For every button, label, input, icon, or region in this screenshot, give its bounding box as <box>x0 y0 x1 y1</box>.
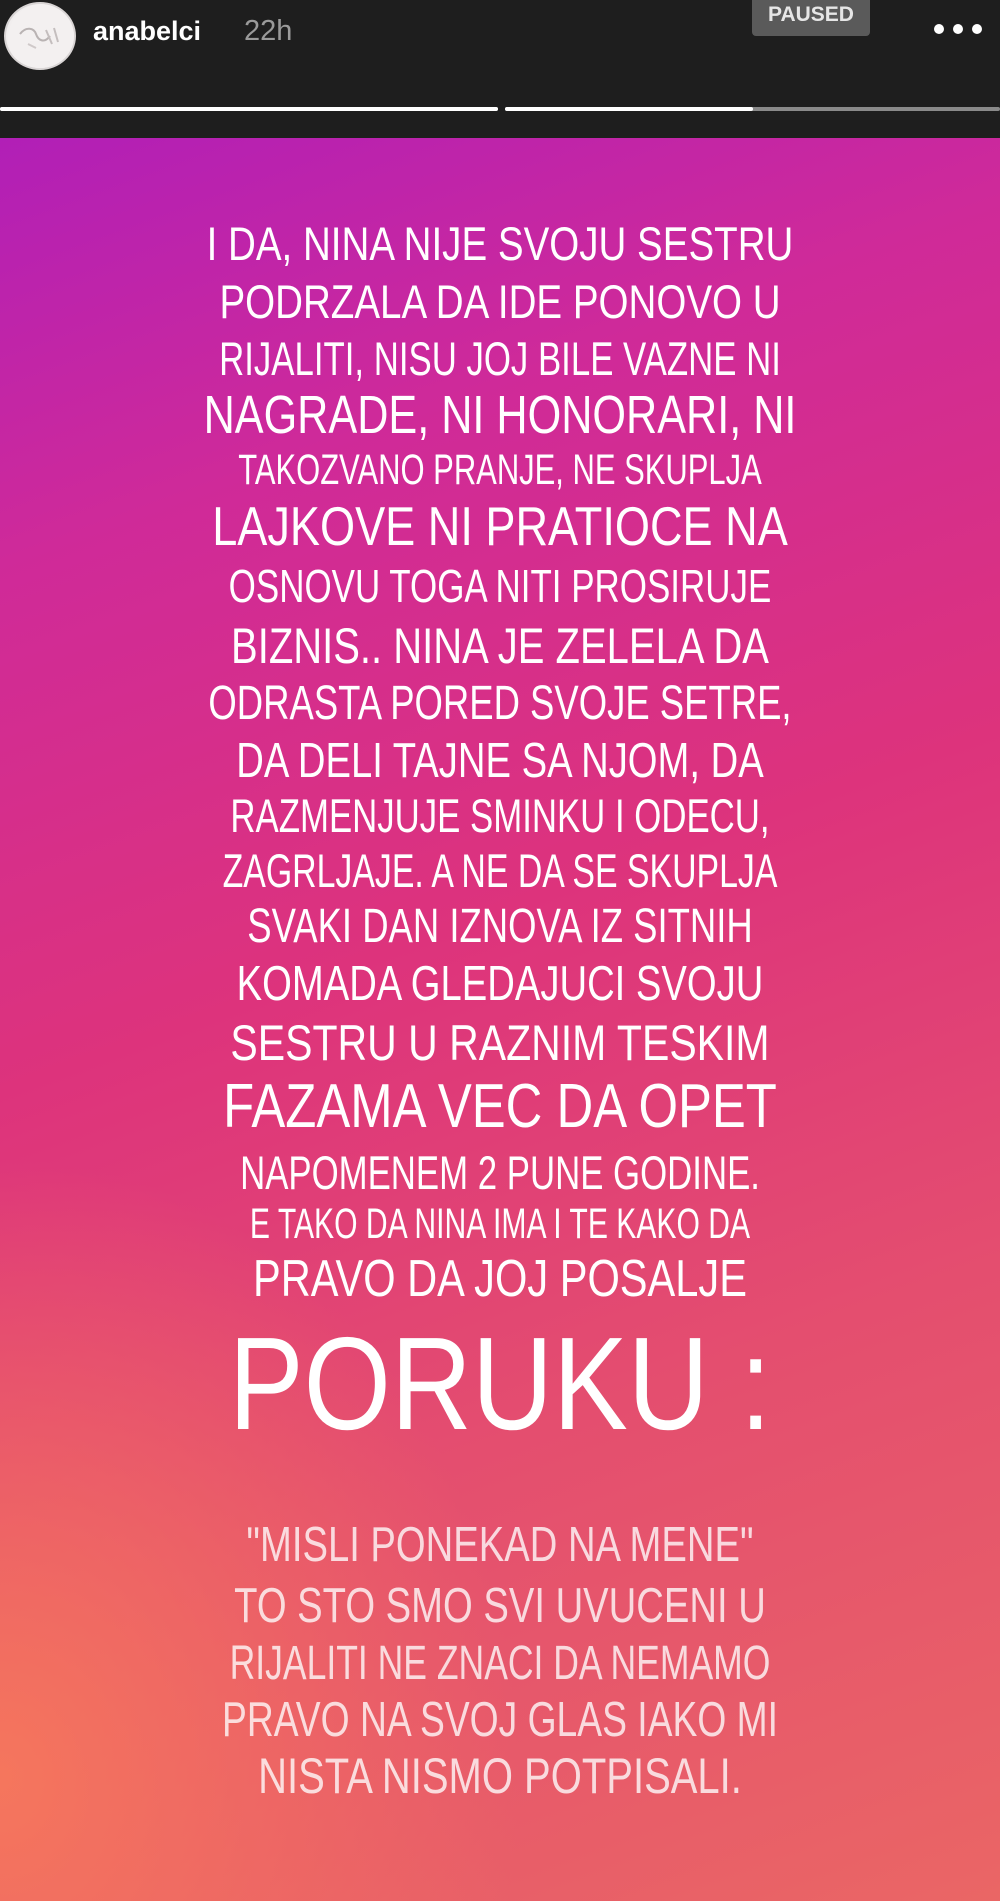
story-text-line: LAJKOVE NI PRATIOCE NA <box>212 495 788 557</box>
story-progress-fill-1 <box>0 107 498 111</box>
story-text-line: RIJALITI, NISU JOJ BILE VAZNE NI <box>219 332 781 385</box>
story-header <box>0 0 1000 138</box>
story-text-line: NAGRADE, NI HONORARI, NI <box>203 385 797 445</box>
story-progress-segment-2 <box>505 107 1000 111</box>
story-text-line: RAZMENJUJE SMINKU I ODECU, <box>230 789 770 842</box>
story-text-line: "MISLI PONEKAD NA MENE" <box>246 1518 754 1572</box>
paused-badge: PAUSED <box>752 0 870 36</box>
ellipsis-icon <box>934 24 944 34</box>
story-text-line: ODRASTA PORED SVOJE SETRE, <box>208 677 792 730</box>
story-text-line: NAPOMENEM 2 PUNE GODINE. <box>240 1146 760 1199</box>
story-text-line: RIJALITI NE ZNACI DA NEMAMO <box>229 1637 771 1690</box>
story-text-line: E TAKO DA NINA IMA I TE KAKO DA <box>249 1200 751 1248</box>
username[interactable]: anabelci <box>93 16 202 46</box>
story-text-line: PRAVO NA SVOJ GLAS IAKO MI <box>221 1693 779 1747</box>
story-progress-fill-2 <box>505 107 753 111</box>
story-text-line: PODRZALA DA IDE PONOVO U <box>219 275 781 328</box>
story-text-line: I DA, NINA NIJE SVOJU SESTRU <box>206 217 794 270</box>
more-options-button[interactable] <box>928 14 988 44</box>
story-text-line: NISTA NISMO POTPISALI. <box>258 1748 742 1804</box>
story-text-line: BIZNIS.. NINA JE ZELELA DA <box>231 618 769 674</box>
story-text-line: ZAGRLJAJE. A NE DA SE SKUPLJA <box>222 844 778 897</box>
story-text-line: PORUKU : <box>228 1310 772 1457</box>
story-text-line: TO STO SMO SVI UVUCENI U <box>234 1579 766 1633</box>
post-time: 22h <box>244 15 293 47</box>
profile-avatar-icon[interactable] <box>4 2 76 70</box>
story-text-line: DA DELI TAJNE SA NJOM, DA <box>236 734 764 788</box>
story-slide[interactable] <box>0 138 1000 1901</box>
story-text-line: SVAKI DAN IZNOVA IZ SITNIH <box>247 900 753 953</box>
story-text-line: FAZAMA VEC DA OPET <box>223 1072 777 1141</box>
story-text-line: OSNOVU TOGA NITI PROSIRUJE <box>228 560 772 612</box>
story-progress-segment-1 <box>0 107 498 111</box>
story-text-line: SESTRU U RAZNIM TESKIM <box>230 1015 770 1071</box>
ellipsis-icon-dot <box>953 24 963 34</box>
story-text-line: TAKOZVANO PRANJE, NE SKUPLJA <box>238 446 762 494</box>
ellipsis-icon-dot <box>972 24 982 34</box>
story-text-line: KOMADA GLEDAJUCI SVOJU <box>236 957 764 1011</box>
story-text-line: PRAVO DA JOJ POSALJE <box>253 1250 747 1308</box>
